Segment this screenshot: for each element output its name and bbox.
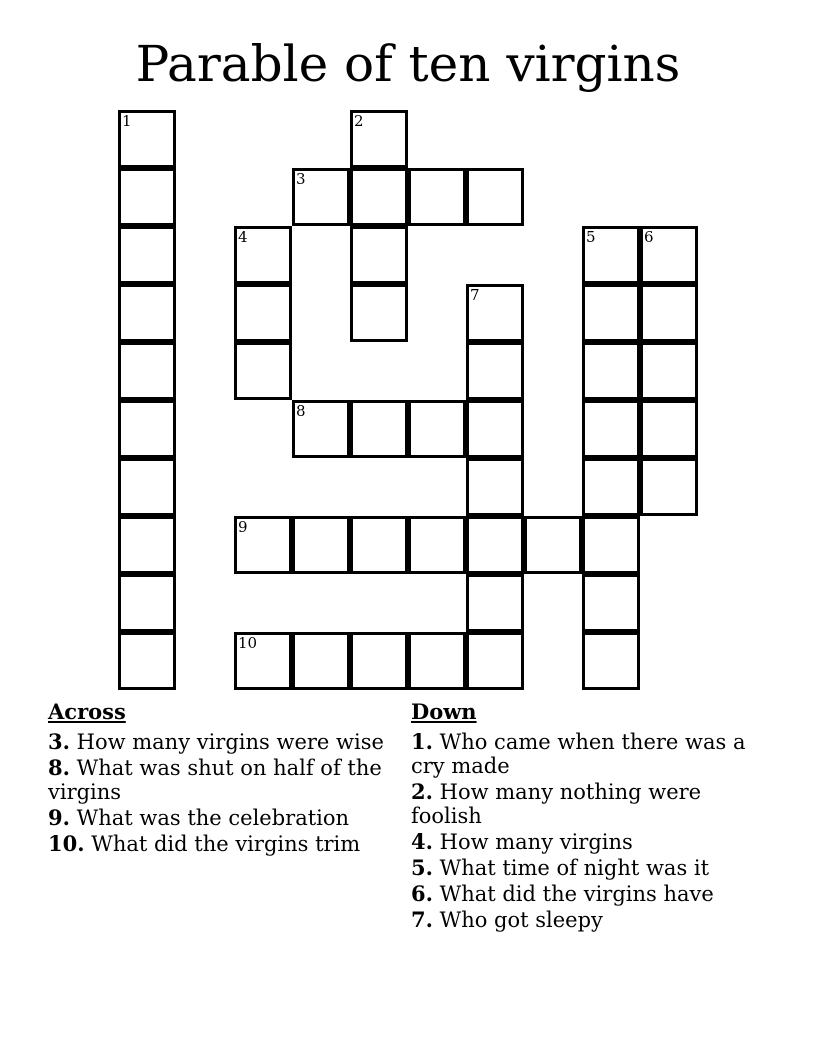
clue-down-4 [411, 830, 751, 854]
clue-down-6 [411, 882, 751, 906]
grid-cell[interactable] [350, 632, 408, 690]
grid-cell[interactable] [350, 284, 408, 342]
grid-cell[interactable] [118, 574, 176, 632]
clue-across-8 [48, 756, 388, 804]
clue-text: How many nothing were foolish [411, 780, 702, 828]
clue-text: What did the virgins trim [91, 832, 361, 856]
grid-cell[interactable] [640, 342, 698, 400]
clue-number: 6. [411, 881, 433, 906]
grid-cell[interactable] [524, 516, 582, 574]
grid-cell[interactable] [466, 632, 524, 690]
clue-number: 5. [411, 855, 433, 880]
clue-number: 2. [411, 779, 433, 804]
down-clues [411, 700, 751, 934]
grid-cell[interactable] [582, 574, 640, 632]
grid-cell[interactable] [292, 400, 350, 458]
clue-down-1 [411, 730, 751, 778]
cell-number: 6 [644, 228, 654, 246]
cell-number: 2 [354, 112, 364, 130]
clue-text: What was the celebration [76, 806, 350, 830]
cell-number: 8 [296, 402, 306, 420]
grid-cell[interactable] [640, 226, 698, 284]
clue-number: 10. [48, 831, 85, 856]
grid-cell[interactable] [118, 400, 176, 458]
grid-cell[interactable] [292, 516, 350, 574]
across-clues [48, 700, 388, 858]
clue-text: Who came when there was a cry made [411, 730, 746, 778]
clue-text: What was shut on half of the virgins [48, 756, 382, 804]
grid-cell[interactable] [466, 574, 524, 632]
clue-down-7 [411, 908, 751, 932]
grid-cell[interactable] [350, 516, 408, 574]
grid-cell[interactable] [292, 632, 350, 690]
grid-cell[interactable] [118, 342, 176, 400]
grid-cell[interactable] [582, 632, 640, 690]
clue-number: 7. [411, 907, 433, 932]
grid-cell[interactable] [408, 632, 466, 690]
cell-number: 1 [122, 112, 132, 130]
grid-cell[interactable] [582, 342, 640, 400]
clue-across-9 [48, 806, 388, 830]
grid-cell[interactable] [234, 516, 292, 574]
grid-cell[interactable] [350, 110, 408, 168]
grid-cell[interactable] [408, 168, 466, 226]
grid-cell[interactable] [466, 400, 524, 458]
across-heading: Across [48, 699, 126, 724]
grid-cell[interactable] [350, 400, 408, 458]
grid-cell[interactable] [582, 400, 640, 458]
clue-down-5 [411, 856, 751, 880]
grid-cell[interactable] [118, 226, 176, 284]
clue-number: 1. [411, 729, 433, 754]
clue-text: What did the virgins have [439, 882, 714, 906]
grid-cell[interactable] [118, 110, 176, 168]
grid-cell[interactable] [234, 632, 292, 690]
grid-cell[interactable] [466, 516, 524, 574]
clue-number: 9. [48, 805, 70, 830]
clue-text: How many virgins [439, 830, 633, 854]
grid-cell[interactable] [350, 168, 408, 226]
grid-cell[interactable] [582, 458, 640, 516]
grid-cell[interactable] [466, 458, 524, 516]
grid-cell[interactable] [640, 284, 698, 342]
grid-cell[interactable] [582, 226, 640, 284]
grid-cell[interactable] [118, 284, 176, 342]
grid-cell[interactable] [466, 284, 524, 342]
cell-number: 10 [238, 634, 258, 652]
cell-number: 7 [470, 286, 480, 304]
clue-down-2 [411, 780, 751, 828]
puzzle-title: Parable of ten virgins [135, 35, 681, 93]
grid-cell[interactable] [234, 226, 292, 284]
clue-number: 4. [411, 829, 433, 854]
grid-cell[interactable] [118, 516, 176, 574]
down-heading: Down [411, 699, 477, 724]
grid-cell[interactable] [118, 458, 176, 516]
clue-number: 8. [48, 755, 70, 780]
grid-cell[interactable] [582, 516, 640, 574]
cell-number: 9 [238, 518, 248, 536]
grid-cell[interactable] [118, 168, 176, 226]
grid-cell[interactable] [640, 400, 698, 458]
cell-number: 5 [586, 228, 596, 246]
clue-text: What time of night was it [439, 856, 710, 880]
grid-cell[interactable] [350, 226, 408, 284]
clue-number: 3. [48, 729, 70, 754]
clue-text: Who got sleepy [439, 908, 603, 932]
grid-cell[interactable] [292, 168, 350, 226]
clue-text: How many virgins were wise [76, 730, 384, 754]
grid-cell[interactable] [118, 632, 176, 690]
grid-cell[interactable] [408, 516, 466, 574]
grid-cell[interactable] [234, 342, 292, 400]
clue-across-10 [48, 832, 388, 856]
grid-cell[interactable] [234, 284, 292, 342]
cell-number: 3 [296, 170, 306, 188]
grid-cell[interactable] [466, 168, 524, 226]
cell-number: 4 [238, 228, 248, 246]
grid-cell[interactable] [408, 400, 466, 458]
grid-cell[interactable] [640, 458, 698, 516]
clue-across-3 [48, 730, 388, 754]
grid-cell[interactable] [582, 284, 640, 342]
grid-cell[interactable] [466, 342, 524, 400]
